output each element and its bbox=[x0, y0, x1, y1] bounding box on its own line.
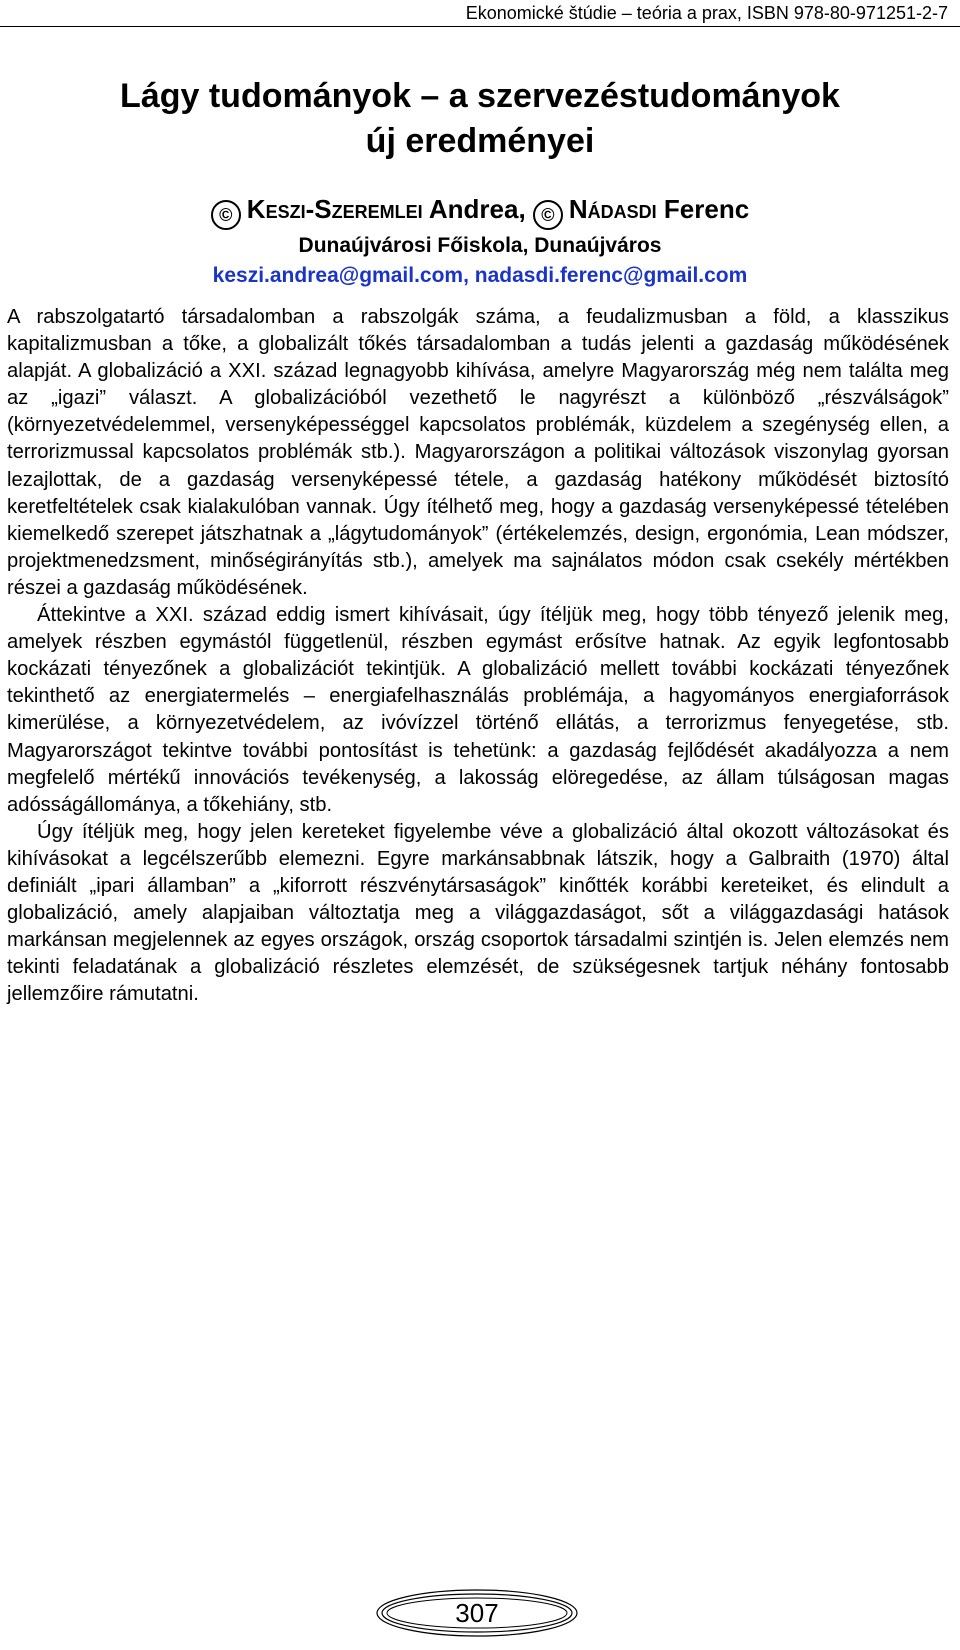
paragraph-2: Áttekintve a XXI. század eddig ismert kihívásait, úgy ítéljük meg, hogy több tényező jelenik meg, amelyek részben egymástól függetlenül, részben egymást erősítve hatnak. Az egyik legfontosabb kockázati tényezőnek a globalizációt tekintjük. A globalizáció mellett további kockázati tényezőnek tekinthető az energiatermelés – energiafelhasználás problémája, a hagyományos energiaforrások kimerülése, a környezetvédelem, az ivóvízzel történő ellátás, a terrorizmus fenyegetése, stb. Magyarországot tekintve további pontosítást is tehetünk: a gazdaság fejlődését akadályozza a nem megfelelő mértékű innovációs tevékenység, a lakosság elöregedése, az állam túlságosan magas adósságállománya, a tőkehiány, stb. bbox=[7, 604, 949, 816]
author-line bbox=[0, 192, 960, 230]
running-header-text: Ekonomické štúdie – teória a prax, ISBN 978-80-971251-2-7 bbox=[465, 3, 948, 23]
author-1-given-name: Andrea bbox=[428, 194, 519, 224]
author-separator: , bbox=[518, 194, 526, 224]
paper-title-line-2: új eredményei bbox=[365, 122, 595, 160]
author-1-surname: Keszi-Szeremlei bbox=[246, 194, 423, 224]
author-2-given-name: Ferenc bbox=[663, 194, 750, 224]
page-number-frame bbox=[375, 1588, 579, 1638]
copyright-icon: © bbox=[533, 200, 563, 230]
paragraph-1: A rabszolgatartó társadalomban a rabszolgák száma, a feudalizmusban a föld, a klasszikus kapitalizmusban a tőke, a globalizált tőkés társadalomban a tudás jelenti a gazdaság működésének alapját. A globalizáció a XXI. század legnagyobb kihívása, amelyre Magyarország még nem találta meg az „igazi” választ. A globalizációból vezethető le nagyrészt a különböző „részválságok” (környezetvédelemmel, versenyképességgel kapcsolatos problémák, küzdelem a szegénység ellen, a terrorizmussal kapcsolatos problémák stb.). Magyarországon a politikai változások viszonylag gyorsan lezajlottak, de a gazdaság versenyképessé tétele, a gazdaság hatékony működését biztosító keretfeltételek csak kialakulóban vannak. Úgy ítélhető meg, hogy a gazdaság versenyképessé tételében kiemelkedő szerepet játszhatnak a „lágytudományok” (értékelemzés, design, ergonómia, Lean módszer, projektmenedzsment, minőségirányítás stb.), amelyek ma sajnálatos módon csak csekély mértékben részei a gazdaság működésének. bbox=[7, 306, 949, 599]
paper-title bbox=[0, 74, 960, 164]
body-text bbox=[7, 304, 949, 1008]
running-header bbox=[0, 0, 960, 27]
author-2-surname: Nádasdi bbox=[568, 194, 657, 224]
affiliation: Dunaújvárosi Főiskola, Dunaújváros bbox=[298, 234, 662, 257]
copyright-icon: © bbox=[211, 200, 241, 230]
paragraph-3: Úgy ítéljük meg, hogy jelen kereteket figyelembe véve a globalizáció által okozott változásokat és kihívásokat a legcélszerűbb elemezni. Egyre markánsabbnak látszik, hogy a Galbraith (1970) által definiált „ipari államban” a „kiforrott részvénytársaságok” kinőtték korábbi kereteiket, és elindult a globalizáció, amely alapjaiban változtatja meg a világgazdaságot, sőt a világgazdasági hatások markánsan megjelennek az egyes országok, ország csoportok társadalmi szintjén is. Jelen elemzés nem tekinti feladatának a globalizáció részletes elemzését, de szükségesnek tartjuk néhány fontosabb jellemzőire rámutatni. bbox=[7, 820, 949, 1006]
paper-title-line-1: Lágy tudományok – a szervezéstudományok bbox=[120, 77, 840, 115]
page-number: 307 bbox=[455, 1598, 499, 1628]
author-emails: keszi.andrea@gmail.com, nadasdi.ferenc@gmail.com bbox=[212, 264, 748, 287]
